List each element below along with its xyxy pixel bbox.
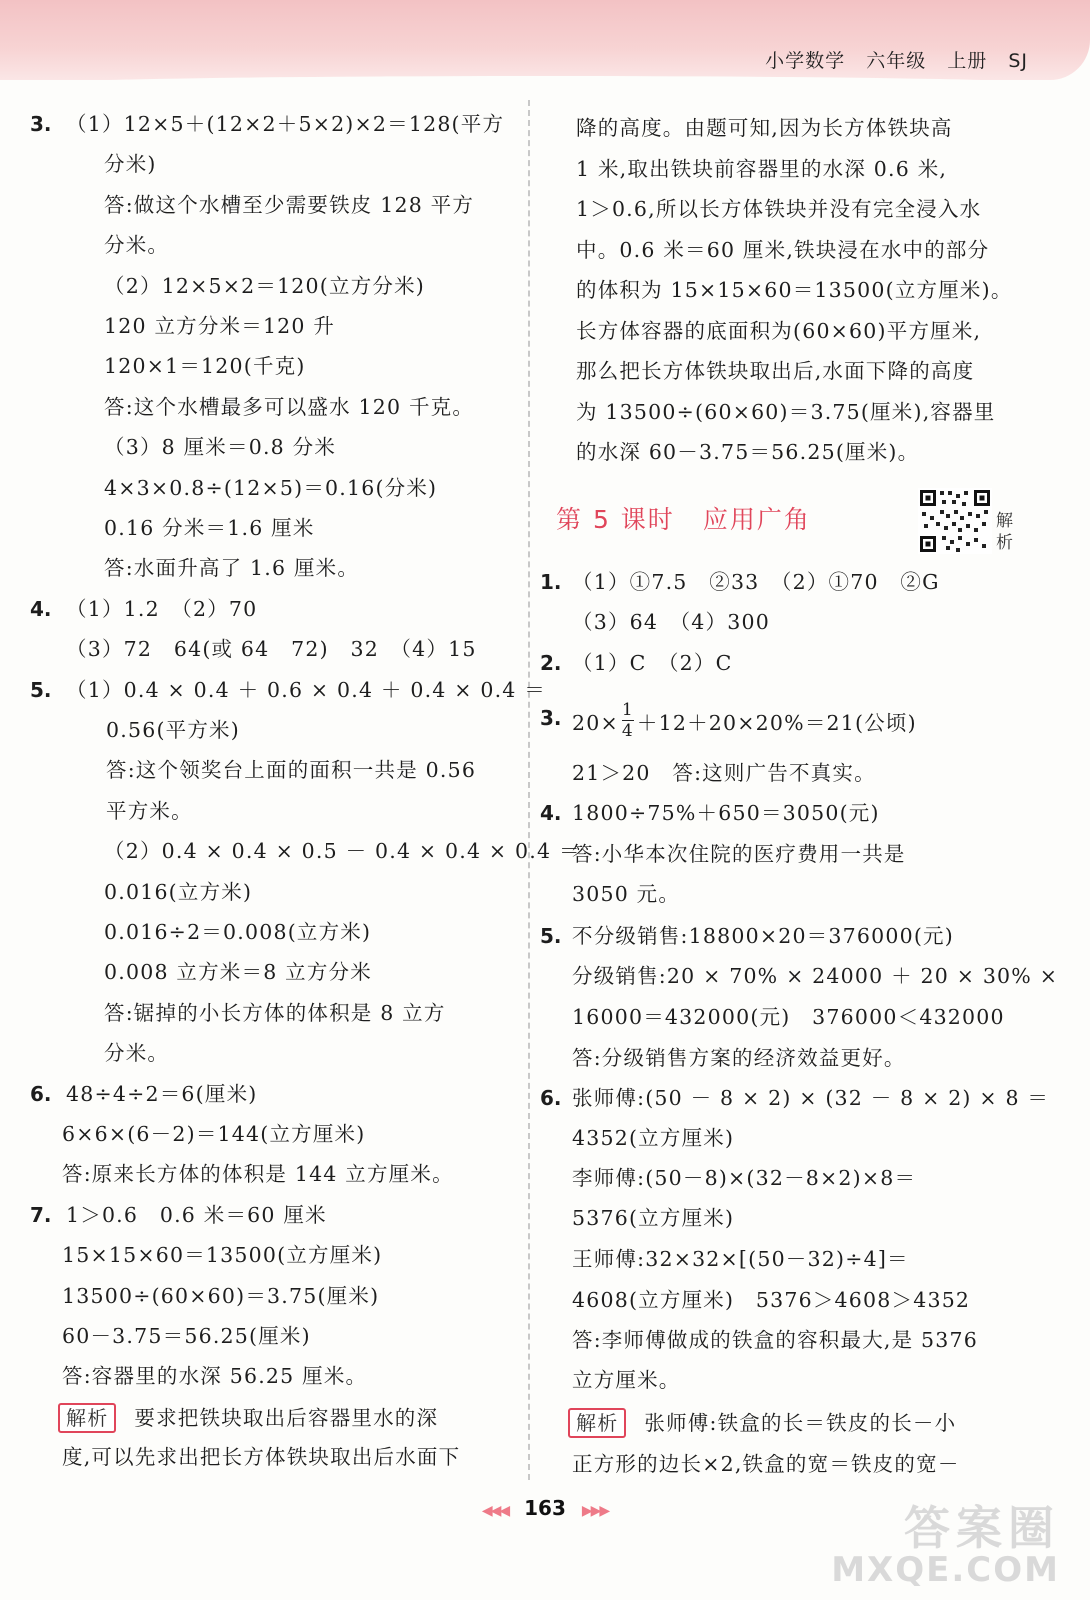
answer-line (104, 918, 371, 946)
answer-line (572, 608, 770, 636)
watermark: 答案圈 MXQE.COM (831, 1501, 1060, 1590)
answer-text: 答:锯掉的小长方体的体积是 8 立方 (104, 1000, 446, 1025)
answer-text: 分米。 (104, 1041, 170, 1066)
answer-line (104, 272, 425, 300)
section-title (556, 500, 811, 536)
question-number: 3. (30, 112, 52, 136)
answer-line (572, 1366, 681, 1394)
answer-line (572, 840, 906, 868)
answer-text: 0.008 立方米＝8 立方分米 (104, 960, 372, 985)
answer-line (572, 1044, 906, 1072)
answer-text: 分米) (104, 152, 157, 177)
answer-text: 0.56(平方米) (106, 718, 240, 742)
answer-text: 的水深 60－3.75＝56.25(厘米)。 (576, 440, 920, 464)
column-divider (528, 100, 530, 1480)
answer-line (572, 880, 680, 908)
answer-text: 3050 元。 (572, 882, 681, 906)
answer-line (572, 759, 876, 787)
grade-label: 六年级 (866, 50, 927, 72)
answer-text: 答:分级销售方案的经济效益更好。 (572, 1046, 906, 1070)
answer-text: 降的高度。由题可知,因为长方体铁块高 (576, 116, 953, 140)
answer-line (568, 1408, 956, 1438)
lesson-number: 第 5 课时 (556, 505, 675, 534)
answer-line (62, 1362, 367, 1390)
answer-text: （1）0.4 × 0.4 ＋ 0.6 × 0.4 ＋ 0.4 × 0.4 ＝ (66, 677, 546, 702)
next-arrows-icon: ▶▶▶ (581, 1503, 609, 1519)
answer-line (104, 958, 372, 986)
answer-line (572, 700, 917, 745)
fraction-denominator: 4 (621, 721, 634, 741)
answer-line (572, 1003, 1005, 1031)
answer-text: （1）12×5＋(12×2＋5×2)×2＝128(平方 (66, 112, 505, 136)
answer-text: 答:这个领奖台上面的面积一共是 0.56 (106, 758, 477, 783)
answer-line (62, 1241, 382, 1269)
answer-text: 为 13500÷(60×60)＝3.75(厘米),容器里 (576, 399, 996, 424)
answer-text: 李师傅:(50－8)×(32－8×2)×8＝ (572, 1166, 917, 1190)
answer-line (106, 756, 476, 784)
answer-text: 48÷4÷2＝6(厘米) (66, 1081, 258, 1106)
answer-text: 长方体容器的底面积为(60×60)平方厘米, (576, 318, 982, 343)
answer-line (572, 1245, 909, 1273)
edition-label: SJ (1008, 50, 1028, 72)
answer-text: 答:做这个水槽至少需要铁皮 128 平方 (104, 192, 475, 217)
answer-line (104, 393, 474, 421)
answer-text: 0.016(立方米) (104, 879, 253, 904)
answer-line (576, 236, 989, 264)
fraction-suffix: ＋12＋20×20%＝21(公顷) (636, 711, 917, 735)
answer-text: 答:容器里的水深 56.25 厘米。 (62, 1364, 368, 1389)
page-number: 163 (524, 1496, 566, 1520)
answer-text: 分级销售:20 × 70% × 24000 ＋ 20 × 30% × (572, 964, 1059, 988)
question-number: 1. (540, 570, 562, 594)
lesson-title: 应用广角 (702, 505, 811, 534)
answer-text: 13500÷(60×60)＝3.75(厘米) (62, 1283, 380, 1308)
answer-text: 5376(立方厘米) (572, 1206, 735, 1230)
answer-text: 4608(立方厘米) 5376＞4608＞4352 (572, 1288, 971, 1312)
answer-line (62, 1120, 365, 1148)
answer-line (572, 799, 880, 827)
fraction-prefix: 20× (572, 711, 619, 735)
answer-line (106, 797, 193, 825)
answer-text: 15×15×60＝13500(立方厘米) (62, 1243, 383, 1268)
question-number: 2. (540, 651, 562, 675)
answer-text: 中。0.6 米＝60 厘米,铁块浸在水中的部分 (576, 237, 990, 262)
fraction (622, 700, 634, 741)
answer-text: （1）①7.5 ②33 （2）①70 ②G (572, 570, 940, 594)
answer-text: 21＞20 答:这则广告不真实。 (572, 761, 876, 785)
question-number: 5. (30, 677, 52, 702)
answer-line (62, 1282, 379, 1310)
fraction-numerator: 1 (621, 700, 634, 720)
answer-line (62, 1322, 311, 1350)
answer-text: （2）12×5×2＝120(立方分米) (104, 273, 425, 298)
answer-line (576, 438, 919, 466)
answer-text: 立方厘米。 (572, 1368, 681, 1392)
answer-text: 1800÷75%＋650＝3050(元) (572, 801, 880, 825)
answer-line (106, 716, 240, 744)
answer-line (104, 999, 446, 1027)
question-number: 6. (540, 1086, 562, 1110)
question-number: 3. (540, 706, 562, 730)
answer-text: 王师傅:32×32×[(50－32)÷4]＝ (572, 1247, 909, 1271)
answer-line (62, 1443, 460, 1471)
answer-line (66, 1201, 327, 1229)
answer-text: （1）C （2）C (572, 651, 733, 675)
answer-line (576, 357, 974, 385)
answer-line (572, 1286, 970, 1314)
answer-text: 分米。 (104, 233, 170, 258)
answer-line (104, 433, 336, 461)
question-number: 6. (30, 1081, 52, 1106)
answer-line (104, 514, 315, 542)
answer-line (576, 195, 981, 223)
answer-line (572, 962, 1058, 990)
answer-line (104, 150, 157, 178)
answer-line (104, 231, 169, 259)
answer-text: （3）64 （4）300 (572, 610, 770, 634)
answer-line (66, 595, 257, 623)
answer-line (576, 398, 996, 426)
answer-line (104, 474, 437, 502)
question-number: 7. (30, 1202, 52, 1227)
answer-text: 120 立方分米＝120 升 (104, 314, 336, 338)
answer-line (62, 1160, 454, 1188)
answer-line (572, 649, 733, 677)
question-number: 4. (30, 596, 52, 621)
answer-line (104, 191, 474, 219)
answer-line (104, 1039, 169, 1067)
answer-line (104, 878, 252, 906)
answer-line (66, 676, 546, 704)
answer-text: 不分级销售:18800×20＝376000(元) (572, 924, 954, 948)
answer-text: 120×1＝120(千克) (104, 354, 306, 379)
qr-code-icon[interactable] (918, 488, 992, 554)
answer-text: 度,可以先求出把长方体铁块取出后水面下 (62, 1445, 461, 1470)
answer-text: 1＞0.6,所以长方体铁块并没有完全浸入水 (576, 197, 982, 221)
answer-line (572, 568, 940, 596)
answer-text: （1）1.2 （2）70 (66, 596, 258, 621)
answer-line (104, 312, 335, 340)
answer-text: 答:小华本次住院的医疗费用一共是 (572, 842, 906, 866)
book-info (751, 46, 1028, 73)
answer-text: 答:李师傅做成的铁盒的容积最大,是 5376 (572, 1328, 979, 1352)
answer-line (104, 837, 581, 865)
answer-text: 正方形的边长×2,铁盒的宽＝铁皮的宽－ (572, 1452, 960, 1476)
answer-text: （3）8 厘米＝0.8 分米 (104, 435, 337, 460)
answer-line (572, 922, 954, 950)
answer-line (572, 1450, 960, 1478)
answer-text: 那么把长方体铁块取出后,水面下降的高度 (576, 359, 975, 383)
qr-label: 解析 (996, 511, 1013, 553)
answer-text: 4×3×0.8÷(12×5)＝0.16(分米) (104, 475, 438, 500)
answer-text: 答:水面升高了 1.6 厘米。 (104, 556, 360, 581)
answer-line (572, 1084, 1049, 1112)
answer-text: 60－3.75＝56.25(厘米) (62, 1324, 311, 1348)
answer-text: 要求把铁块取出后容器里水的深 (134, 1405, 439, 1430)
answer-text: （2）0.4 × 0.4 × 0.5 － 0.4 × 0.4 × 0.4 ＝ (104, 839, 581, 864)
answer-line (576, 317, 981, 345)
answer-text: 0.16 分米＝1.6 厘米 (104, 516, 315, 540)
answer-line (66, 110, 504, 138)
answer-text: 16000＝432000(元) 376000＜432000 (572, 1005, 1005, 1029)
answer-text: 4352(立方厘米) (572, 1126, 735, 1150)
answer-text: 答:这个水槽最多可以盛水 120 千克。 (104, 394, 475, 419)
answer-line (576, 114, 953, 142)
answer-line (104, 554, 359, 582)
answer-text: 平方米。 (106, 798, 193, 823)
answer-text: 6×6×(6－2)＝144(立方厘米) (62, 1122, 366, 1146)
prev-arrows-icon: ◀◀◀ (481, 1503, 509, 1519)
subject-label: 小学数学 (765, 50, 846, 72)
answer-line (66, 635, 477, 663)
answer-line (576, 155, 947, 183)
analysis-badge: 解析 (58, 1403, 116, 1433)
answer-line (576, 276, 1013, 304)
answer-line (58, 1403, 438, 1433)
answer-line (572, 1164, 916, 1192)
answer-line (104, 352, 306, 380)
answer-text: 张师傅:(50 － 8 × 2) × (32 － 8 × 2) × 8 ＝ (572, 1086, 1050, 1110)
answer-line (572, 1124, 734, 1152)
answer-text: 1 米,取出铁块前容器里的水深 0.6 米, (576, 156, 948, 181)
answer-text: 0.016÷2＝0.008(立方米) (104, 920, 372, 944)
answer-line (572, 1326, 978, 1354)
answer-text: 1＞0.6 0.6 米＝60 厘米 (66, 1202, 327, 1227)
question-number: 5. (540, 924, 562, 948)
answer-line (66, 1080, 257, 1108)
answer-text: 张师傅:铁盒的长＝铁皮的长－小 (644, 1411, 957, 1435)
answer-line (572, 1204, 734, 1232)
answer-text: 的体积为 15×15×60＝13500(立方厘米)。 (576, 278, 1013, 302)
question-number: 4. (540, 801, 562, 825)
analysis-badge: 解析 (568, 1408, 626, 1438)
answer-text: （3）72 64(或 64 72) 32 （4）15 (66, 637, 477, 662)
term-label: 上册 (947, 50, 988, 72)
answer-text: 答:原来长方体的体积是 144 立方厘米。 (62, 1162, 454, 1187)
